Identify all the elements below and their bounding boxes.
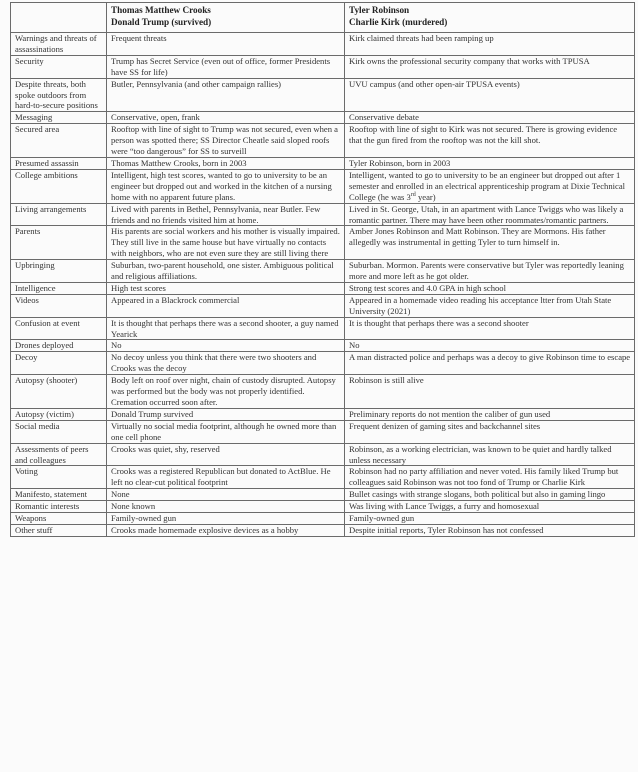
table-row [11,157,635,169]
crooks-cell: His parents are social workers and his mother is visually impaired. They still live in the same house but have virtually no contacts with neighbors, who are not even sure they are still living there [107,226,345,260]
robinson-cell: Tyler Robinson, born in 2003 [345,157,635,169]
row-label: Secured area [11,124,107,158]
crooks-cell: None [107,489,345,501]
row-label: Messaging [11,112,107,124]
row-label: Assessments of peers and colleagues [11,443,107,466]
table-row [11,524,635,536]
crooks-cell: Rooftop with line of sight to Trump was not secured, even when a person was spotted there; SS Director Cheatle said sloped roofs were “too dangerous” for SS to surveill [107,124,345,158]
row-label: Upbringing [11,260,107,283]
robinson-cell: Frequent denizen of gaming sites and backchannel sites [345,420,635,443]
table-row [11,352,635,375]
robinson-cell: Preliminary reports do not mention the caliber of gun used [345,408,635,420]
crooks-cell: Lived with parents in Bethel, Pennsylvania, near Butler. Few friends and no friends visited him at home. [107,203,345,226]
row-label: Parents [11,226,107,260]
crooks-cell: Butler, Pennsylvania (and other campaign rallies) [107,78,345,112]
robinson-cell: Family-owned gun [345,513,635,525]
table-row [11,226,635,260]
robinson-cell: Kirk owns the professional security company that works with TPUSA [345,55,635,78]
row-label: Videos [11,294,107,317]
crooks-cell: Virtually no social media footprint, although he owned more than one cell phone [107,420,345,443]
crooks-cell: Appeared in a Blackrock commercial [107,294,345,317]
crooks-cell: Frequent threats [107,33,345,56]
crooks-cell: Thomas Matthew Crooks, born in 2003 [107,157,345,169]
table-row [11,294,635,317]
row-label: Warnings and threats of assassinations [11,33,107,56]
row-label: Autopsy (victim) [11,408,107,420]
robinson-cell: Suburban. Mormon. Parents were conservative but Tyler was reportedly leaning more and more left as he got older. [345,260,635,283]
row-label: Intelligence [11,282,107,294]
row-label: Other stuff [11,524,107,536]
row-label: Despite threats, both spoke outdoors from hard-to-secure positions [11,78,107,112]
row-label: Manifesto, statement [11,489,107,501]
header-trump-label: Donald Trump (survived) [111,16,212,27]
header-row [11,3,635,33]
table-row [11,513,635,525]
row-label: Weapons [11,513,107,525]
header-robinson-cell [345,3,635,33]
row-label: Confusion at event [11,317,107,340]
crooks-cell: Trump has Secret Service (even out of office, former Presidents have SS for life) [107,55,345,78]
row-label: Romantic interests [11,501,107,513]
crooks-cell: Body left on roof over night, chain of custody disrupted. Autopsy was performed but the body was not properly identified. Cremation occurred soon after. [107,375,345,409]
table-row [11,124,635,158]
crooks-cell: Crooks was quiet, shy, reserved [107,443,345,466]
table-row [11,420,635,443]
row-label: Social media [11,420,107,443]
crooks-cell: Suburban, two-parent household, one sister. Ambiguous political and religious affiliations. [107,260,345,283]
robinson-cell: Robinson had no party affiliation and never voted. His family liked Trump but colleagues said Robinson was not too fond of Trump or Charlie Kirk [345,466,635,489]
table-row [11,282,635,294]
crooks-cell: It is thought that perhaps there was a second shooter, a guy named Yearick [107,317,345,340]
robinson-cell: Kirk claimed threats had been ramping up [345,33,635,56]
header-blank-cell [11,3,107,33]
robinson-cell: Lived in St. George, Utah, in an apartment with Lance Twiggs who was likely a romantic partner. There may have been other roommates/romantic partners. [345,203,635,226]
row-label: Voting [11,466,107,489]
header-kirk-label: Charlie Kirk (murdered) [349,16,448,27]
ordinal-suffix: rd [410,191,416,198]
crooks-cell: No [107,340,345,352]
crooks-cell: Crooks made homemade explosive devices as a hobby [107,524,345,536]
table-row [11,112,635,124]
robinson-cell: Amber Jones Robinson and Matt Robinson. They are Mormons. His father allegedly was instrumental in getting Tyler to turn himself in. [345,226,635,260]
crooks-cell: Crooks was a registered Republican but donated to ActBlue. He left no clear-cut political footprint [107,466,345,489]
crooks-cell: High test scores [107,282,345,294]
row-label: College ambitions [11,169,107,203]
robinson-cell: Was living with Lance Twiggs, a furry and homosexual [345,501,635,513]
table-row [11,501,635,513]
header-crooks-name: Thomas Matthew Crooks [111,5,211,15]
crooks-cell: Conservative, open, frank [107,112,345,124]
robinson-cell: Despite initial reports, Tyler Robinson has not confessed [345,524,635,536]
robinson-cell: Bullet casings with strange slogans, both political but also in gaming lingo [345,489,635,501]
row-label: Decoy [11,352,107,375]
crooks-cell: Donald Trump survived [107,408,345,420]
robinson-text-tail: year) [415,191,436,202]
crooks-cell: Family-owned gun [107,513,345,525]
row-label: Security [11,55,107,78]
table-row [11,78,635,112]
robinson-cell [345,169,635,203]
row-label: Autopsy (shooter) [11,375,107,409]
robinson-cell: Conservative debate [345,112,635,124]
table-row [11,169,635,203]
crooks-cell: None known [107,501,345,513]
table-row [11,340,635,352]
table-row [11,55,635,78]
robinson-cell: UVU campus (and other open-air TPUSA events) [345,78,635,112]
crooks-cell: No decoy unless you think that there were two shooters and Crooks was the decoy [107,352,345,375]
header-crooks-cell [107,3,345,33]
robinson-cell: It is thought that perhaps there was a second shooter [345,317,635,340]
row-label: Presumed assassin [11,157,107,169]
row-label: Living arrangements [11,203,107,226]
row-label: Drones deployed [11,340,107,352]
robinson-cell: Robinson is still alive [345,375,635,409]
robinson-text: Intelligent, wanted to go to university to be an engineer but dropped out after 1 semester and enrolled in an electrical apprenticeship program at Dixie Technical College (he was 3 [349,169,626,202]
table-row [11,260,635,283]
robinson-cell: Strong test scores and 4.0 GPA in high school [345,282,635,294]
robinson-cell: No [345,340,635,352]
table-row [11,33,635,56]
table-row [11,408,635,420]
table-row [11,317,635,340]
robinson-cell: Appeared in a homemade video reading his acceptance ltter from Utah State University (2021) [345,294,635,317]
table-row [11,489,635,501]
robinson-cell: Robinson, as a working electrician, was known to be quiet and hardly talked unless necessary [345,443,635,466]
comparison-table [10,2,635,537]
header-robinson-name: Tyler Robinson [349,5,410,15]
robinson-cell: Rooftop with line of sight to Kirk was not secured. There is growing evidence that the gun fired from the rooftop was not the kill shot. [345,124,635,158]
table-row [11,203,635,226]
robinson-cell: A man distracted police and perhaps was a decoy to give Robinson time to escape [345,352,635,375]
table-row [11,466,635,489]
table-row [11,443,635,466]
crooks-cell: Intelligent, high test scores, wanted to go to university to be an engineer but dropped out and worked in the kitchen of a nursing home with no apparent future plans. [107,169,345,203]
table-row [11,375,635,409]
